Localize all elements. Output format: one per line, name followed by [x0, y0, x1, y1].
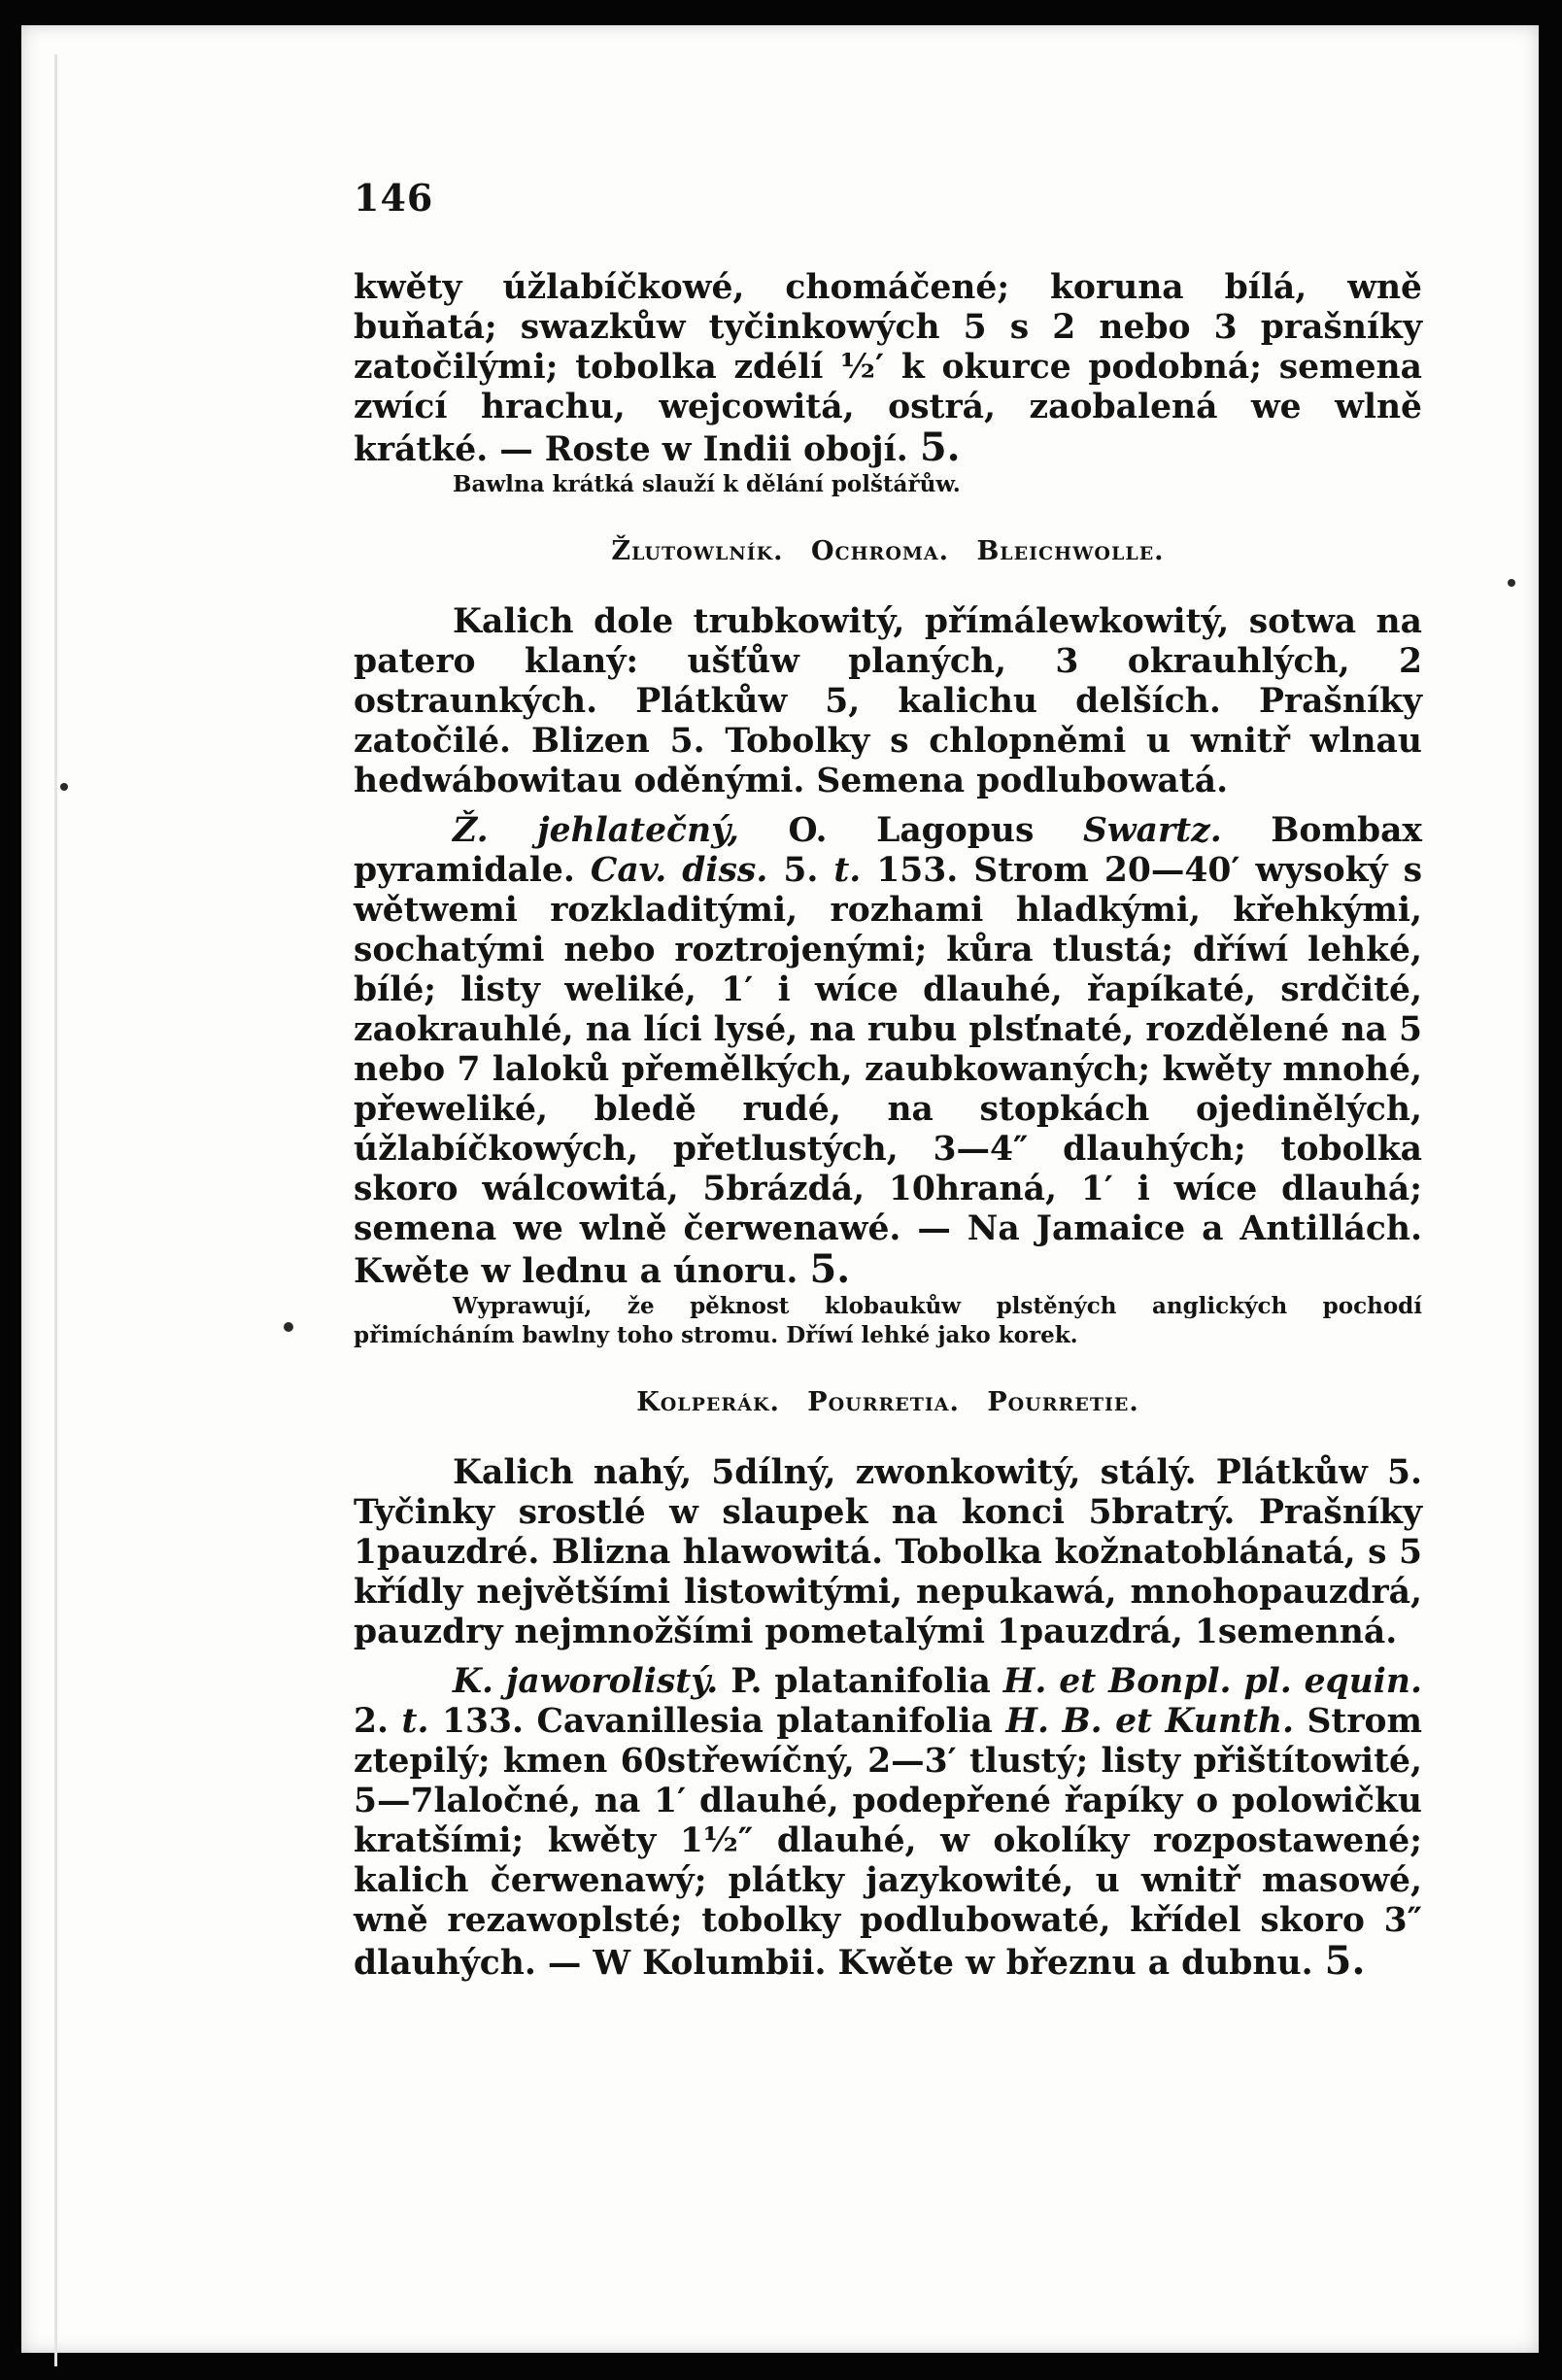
- species-author-2: H. B. et Kunth.: [1005, 1702, 1294, 1741]
- genus-german-name: Bleichwolle.: [976, 536, 1165, 566]
- species-note: Wyprawují, že pěknost klobaukůw plstěných anglických pochodí přimícháním bawlny toho stromu. Dříwí lehké jako korek.: [354, 1293, 1422, 1348]
- species-tab: t.: [833, 851, 862, 890]
- species-ref-number: 2.: [354, 1702, 402, 1741]
- genus-latin-name: Pourretia.: [807, 1387, 960, 1417]
- species-name: Ž. jehlatečný,: [453, 811, 739, 850]
- intro-note: Bawlna krátká slauží k dělání polštářůw.: [453, 471, 961, 497]
- book-page: [21, 25, 1539, 2353]
- intro-paragraph: [354, 268, 1422, 470]
- edge-speck: [60, 783, 68, 791]
- species-author: Swartz.: [1083, 811, 1222, 850]
- edge-speck: [284, 1322, 293, 1332]
- species-synonym-2: Bombax pyramidale.: [354, 811, 1422, 890]
- species-author: H. et Bonpl. pl. equin.: [1002, 1662, 1422, 1701]
- edge-speck: [1508, 579, 1515, 587]
- section-mark: 5.: [809, 1246, 851, 1292]
- genus-description: Kalich dole trubkowitý, přímálewkowitý, sotwa na patero klaný: ušťůw planých, 3 okrauhlých, 2 ostraunkých. Plátkůw 5, kalichu delších. Prašníky zatočilé. Blizen 5. Tobolky s chlopněmi u wnitř wlnau hedwábowitau oděnými. Semena podlubowatá.: [354, 602, 1422, 800]
- genus-header-ochroma: [354, 536, 1422, 567]
- genus-description: Kalich nahý, 5dílný, zwonkowitý, stálý. Plátkůw 5. Tyčinky srostlé w slaupek na konci 5bratrý. Prašníky 1pauzdré. Blizna hlawowitá. Tobolka kožnatoblánatá, s 5 křídly největšími listowitými, nepukawá, mnohopauzdrá, pauzdry nejmnožšími pometalými 1pauzdrá, 1semenná.: [354, 1453, 1422, 1651]
- genus-czech-name: Kolperák.: [636, 1387, 780, 1417]
- section-mark: 5.: [1324, 1938, 1366, 1984]
- species-description: Strom ztepilý; kmen 60střewíčný, 2—3′ tlustý; listy přištítowité, 5—7laločné, na 1′ dlauhé, podepřené řapíky o polowičku kratšími; kwěty 1½″ dlauhé, w okolíky rozpostawené; kalich čerwenawý; plátky jazykowité, u wnitř masowé, wně rezawoplsté; tobolky podlubowaté, křídel skoro 3″ dlauhých. — W Kolumbii. Kwěte w březnu a dubnu.: [354, 1702, 1423, 1983]
- species-synonym-2: 133. Cavanillesia platanifolia: [428, 1702, 1006, 1741]
- section-mark: 5.: [919, 425, 961, 470]
- species-synonym: O. Lagopus: [738, 811, 1084, 850]
- genus-latin-name: Ochroma.: [810, 536, 950, 566]
- text-block: [354, 176, 1423, 1984]
- species-description: 153. Strom 20—40′ wysoký s wětwemi rozkladitými, rozhami hladkými, křehkými, sochatými nebo roztrojenými; kůra tlustá; dříwí lehké, bílé; listy weliké, 1′ i wíce dlauhé, řapíkaté, srdčité, zaokrauhlé, na líci lysé, na rubu plsťnaté, rozdělené na 5 nebo 7 laloků přemělkých, zaubkowaných; kwěty mnohé, přeweliké, bledě rudé, na stopkách ojedinělých, úžlabíčkowých, přetlustých, 3—4″ dlauhých; tobolka skoro wálcowitá, 5brázdá, 10hraná, 1′ i wíce dlauhá; semena we wlně čerwenawé. — Na Jamaice a Antillách. Kwěte w lednu a únoru.: [354, 851, 1422, 1291]
- margin-shadow: [54, 54, 57, 2366]
- species-reference: Cav. diss.: [590, 851, 768, 890]
- species-paragraph: [354, 1662, 1422, 1984]
- genus-czech-name: Žlutowlník.: [611, 536, 784, 566]
- species-name: K. jaworolistý.: [453, 1662, 719, 1701]
- species-tab: t.: [401, 1702, 429, 1741]
- species-ref-number: 5.: [767, 851, 834, 890]
- species-synonym: P. platanifolia: [718, 1662, 1003, 1701]
- intro-text: kwěty úžlabíčkowé, chomáčené; koruna bílá, wně buňatá; swazkůw tyčinkowých 5 s 2 nebo 3 prašníky zatočilými; tobolka zdélí ½′ k okurce podobná; semena zwící hrachu, wejcowitá, ostrá, zaobalená we wlně krátké. — Roste w Indii obojí.: [354, 268, 1422, 469]
- page-number: 146: [354, 176, 434, 220]
- genus-header-pourretia: [354, 1387, 1422, 1418]
- species-paragraph: [354, 811, 1422, 1292]
- genus-german-name: Pourretie.: [987, 1387, 1139, 1417]
